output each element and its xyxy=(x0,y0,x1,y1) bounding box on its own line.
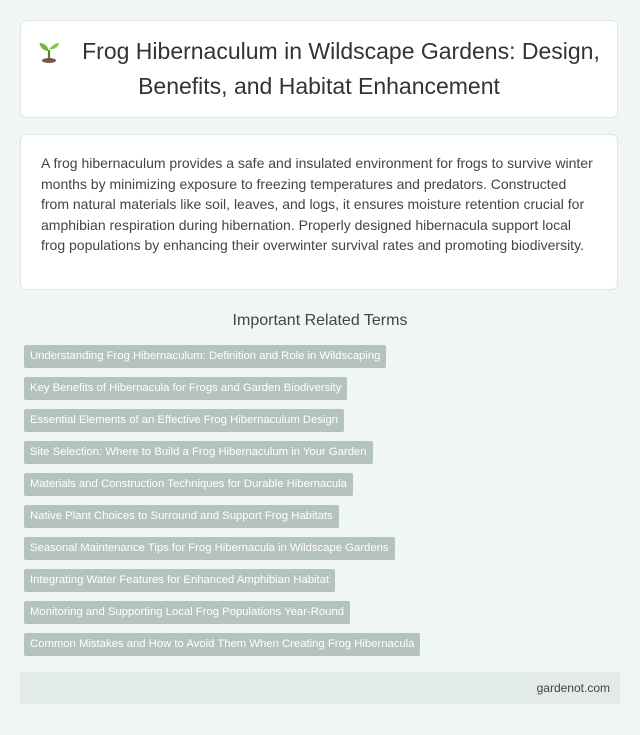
related-term-tag[interactable]: Seasonal Maintenance Tips for Frog Hibernacula in Wildscape Gardens xyxy=(24,537,395,560)
header-card xyxy=(20,20,618,118)
footer-bar xyxy=(20,672,620,704)
related-term-tag[interactable]: Materials and Construction Techniques for Durable Hibernacula xyxy=(24,473,353,496)
related-terms-heading: Important Related Terms xyxy=(232,312,408,329)
summary-text: A frog hibernaculum provides a safe and insulated environment for frogs to survive winter months by minimizing exposure to freezing temperatures and predators. Constructed from natural materials like soil, leaves, and logs, it ensures moisture retention crucial for amphibian respiration during hibernation. Properly designed hibernacula support local frog populations by enhancing their overwinter survival rates and promoting biodiversity. xyxy=(41,155,593,253)
summary-card xyxy=(20,134,618,290)
related-term-tag[interactable]: Monitoring and Supporting Local Frog Populations Year-Round xyxy=(24,601,350,624)
related-term-tag[interactable]: Native Plant Choices to Surround and Support Frog Habitats xyxy=(24,505,339,528)
related-term-tag[interactable]: Site Selection: Where to Build a Frog Hibernaculum in Your Garden xyxy=(24,441,373,464)
related-term-tag[interactable]: Key Benefits of Hibernacula for Frogs and Garden Biodiversity xyxy=(24,377,347,400)
related-terms-list xyxy=(24,345,420,665)
footer-site-name: gardenot.com xyxy=(536,681,610,695)
related-term-tag[interactable]: Integrating Water Features for Enhanced Amphibian Habitat xyxy=(24,569,335,592)
related-term-tag[interactable]: Understanding Frog Hibernaculum: Definition and Role in Wildscaping xyxy=(24,345,386,368)
page-title xyxy=(21,36,617,102)
sprout-icon xyxy=(38,39,60,71)
page-title-text: Frog Hibernaculum in Wildscape Gardens: Design, Benefits, and Habitat Enhancement xyxy=(82,38,600,99)
related-term-tag[interactable]: Essential Elements of an Effective Frog Hibernaculum Design xyxy=(24,409,344,432)
related-term-tag[interactable]: Common Mistakes and How to Avoid Them When Creating Frog Hibernacula xyxy=(24,633,420,656)
